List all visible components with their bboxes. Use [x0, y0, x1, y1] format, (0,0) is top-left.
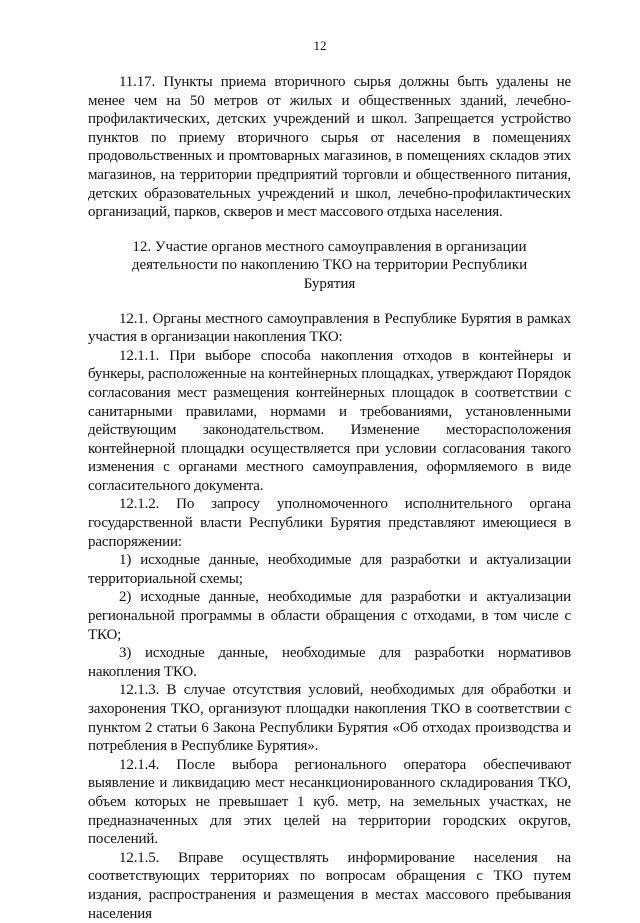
document-body	[88, 73, 571, 923]
paragraph-11-17: 11.17. Пункты приема вторичного сырья должны быть удалены не менее чем на 50 метров от жилых и общественных зданий, лечебно-профилактических, детских учреждений и школ. Запрещается устройство пунктов по приему вторичного сырья от населения в помещениях продовольственных и промтоварных магазинов, в помещениях складов этих магазинов, на территории предприятий торговли и общественного питания, детских образовательных учреждений и школ, лечебно-профилактических организаций, парков, скверов и мест массового отдыха населения.	[88, 74, 571, 221]
section-12-heading: 12. Участие органов местного самоуправления в организации деятельности по накоплению ТКО на территории Республики Бурятия	[131, 238, 528, 292]
paragraph-12-1-2: 12.1.2. По запросу уполномоченного исполнительного органа государственной власти Республики Бурятия представляют имеющиеся в распоряжении:	[88, 496, 571, 550]
list-item-2: 2) исходные данные, необходимые для разработки и актуализации региональной программы в области обращения с отходами, в том числе с ТКО;	[88, 589, 571, 643]
list-item-1: 1) исходные данные, необходимые для разработки и актуализации территориальной схемы;	[88, 552, 571, 587]
paragraph-12-1-1: 12.1.1. При выборе способа накопления отходов в контейнеры и бункеры, расположенные на контейнерных площадках, утверждают Порядок согласования мест размещения контейнерных площадок в соответствии с санитарными правилами, нормами и требованиями, установленными действующим законодательством. Изменение месторасположения контейнерной площадки осуществляется при условии согласования такого изменения с органами местного самоуправления, оформляемого в виде согласительного документа.	[88, 347, 571, 494]
list-item-3: 3) исходные данные, необходимые для разработки нормативов накопления ТКО.	[88, 645, 571, 680]
paragraph-12-1-4: 12.1.4. После выбора регионального оператора обеспечивают выявление и ликвидацию мест несанкционированного складирования ТКО, объем которых не превышает 1 куб. метр, на земельных участках, не предназначенных для этих целей на территории городских округов, поселений.	[88, 756, 571, 848]
paragraph-12-1-3: 12.1.3. В случае отсутствия условий, необходимых для обработки и захоронения ТКО, организуют площадки накопления ТКО в соответствии с пунктом 2 статьи 6 Закона Республики Бурятия «Об отходах производства и потребления в Республике Бурятия».	[88, 682, 571, 755]
paragraph-12-1-5: 12.1.5. Вправе осуществлять информирование населения на соответствующих территориях по вопросам обращения с ТКО путем издания, распространения и размещения в местах массового пребывания населения	[88, 849, 571, 922]
paragraph-12-1: 12.1. Органы местного самоуправления в Республике Бурятия в рамках участия в организации накопления ТКО:	[88, 310, 571, 346]
page-number: 12	[313, 38, 327, 53]
